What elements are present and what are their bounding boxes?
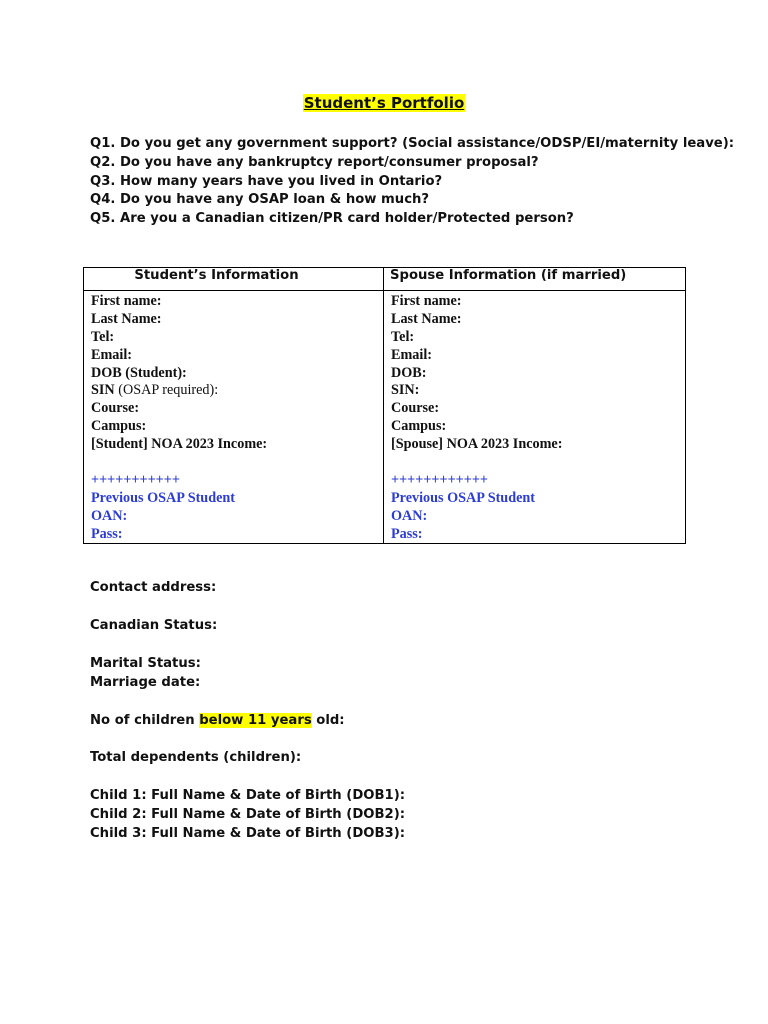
questions-list — [90, 135, 734, 229]
student-first-name-label: First name: — [91, 293, 162, 309]
spouse-income-label: [Spouse] NOA 2023 Income: — [391, 436, 563, 453]
spacer — [391, 454, 679, 472]
total-dependents-label: Total dependents (children): — [90, 750, 302, 765]
children-prefix: No of children — [90, 713, 200, 728]
spouse-pass-label: Pass: — [391, 525, 423, 542]
student-last-name-label: Last Name: — [91, 310, 162, 327]
question-5: Q5. Are you a Canadian citizen/PR card holder/Protected person? — [90, 211, 574, 227]
student-tel-label: Tel: — [91, 328, 115, 345]
question-2: Q2. Do you have any bankruptcy report/consumer proposal? — [90, 154, 539, 170]
spouse-email-label: Email: — [391, 346, 432, 363]
children-suffix: old: — [311, 713, 345, 728]
question-3: Q3. How many years have you lived in Ontario? — [90, 173, 443, 189]
student-info-header: Student’s Information — [84, 268, 384, 291]
canadian-status-label: Canadian Status: — [90, 618, 218, 633]
child-2-label: Child 2: Full Name & Date of Birth (DOB2): — [90, 807, 405, 822]
spouse-info-cell — [384, 291, 686, 544]
spouse-sin-label: SIN: — [391, 382, 420, 399]
page-title — [0, 94, 768, 112]
question-4: Q4. Do you have any OSAP loan & how much? — [90, 192, 430, 208]
spouse-info-header: Spouse Information (if married) — [384, 268, 686, 291]
student-sin-text: SIN — [91, 382, 115, 399]
spouse-tel-label: Tel: — [391, 328, 415, 345]
spouse-first-name-label: First name: — [391, 293, 462, 309]
marriage-date-label: Marriage date: — [90, 675, 201, 690]
student-info-cell — [84, 291, 384, 544]
children-count-label — [90, 713, 345, 728]
information-table — [83, 267, 686, 544]
student-course-label: Course: — [91, 400, 140, 417]
student-sin-label — [91, 382, 377, 400]
student-separator: +++++++++++ — [91, 471, 180, 488]
child-1-label: Child 1: Full Name & Date of Birth (DOB1): — [90, 788, 405, 803]
student-sin-note: (OSAP required): — [114, 382, 219, 399]
student-email-label: Email: — [91, 346, 132, 363]
children-age-highlight: below 11 years — [199, 713, 312, 728]
student-previous-osap: Previous OSAP Student — [91, 489, 236, 506]
spouse-previous-osap: Previous OSAP Student — [391, 489, 536, 506]
child-3-label: Child 3: Full Name & Date of Birth (DOB3): — [90, 826, 405, 841]
contact-address-label: Contact address: — [90, 580, 217, 595]
marital-status-label: Marital Status: — [90, 656, 201, 671]
student-pass-label: Pass: — [91, 525, 123, 542]
spouse-separator: ++++++++++++ — [391, 471, 489, 488]
page-title-text: Student’s Portfolio — [303, 94, 465, 112]
student-campus-label: Campus: — [91, 418, 147, 435]
spouse-course-label: Course: — [391, 400, 440, 417]
student-income-label: [Student] NOA 2023 Income: — [91, 436, 268, 453]
question-1: Q1. Do you get any government support? (Social assistance/ODSP/EI/maternity leave): — [90, 136, 735, 151]
student-dob-label: DOB (Student): — [91, 364, 187, 381]
spouse-oan-label: OAN: — [391, 507, 428, 524]
spouse-dob-label: DOB: — [391, 364, 427, 381]
spacer — [91, 454, 377, 472]
student-oan-label: OAN: — [91, 507, 128, 524]
spouse-campus-label: Campus: — [391, 418, 447, 435]
spouse-last-name-label: Last Name: — [391, 310, 462, 327]
